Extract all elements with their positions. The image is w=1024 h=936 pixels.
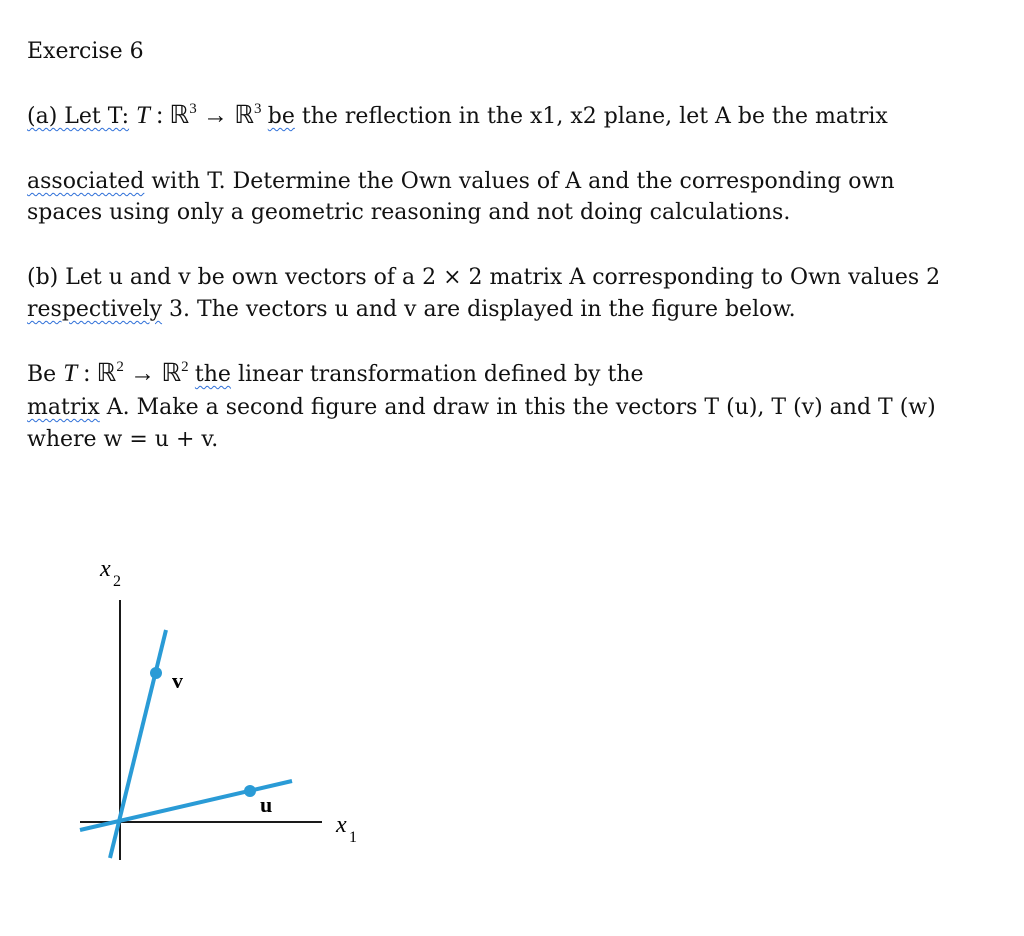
word-the: the [194,362,231,387]
part-a-line-1 [27,102,888,131]
u-point [244,785,256,797]
part-b-line-4 [27,394,936,422]
word-associated: associated [27,169,145,194]
part-b-line-5: where w = u + v. [27,427,219,452]
part-b-line-1: (b) Let u and v be own vectors of a 2 × 2 matrix A corresponding to Own values 2 [27,265,941,290]
formula-domain-exp: 3 [189,101,197,117]
formula-codomain-exp: 2 [181,359,189,375]
exercise-title: Exercise 6 [27,39,144,64]
part-b-line-3 [27,360,644,389]
part-a-prefix: (a) Let T: [27,104,130,129]
formula-codomain: ℝ [234,102,255,129]
v-line [110,630,166,858]
x2-axis-sub: 2 [113,573,121,590]
formula-arrow: → [196,102,235,129]
word-be: be [267,104,295,129]
x1-axis-sub: 1 [349,829,357,846]
part-a-formula [136,102,268,129]
part-b-line-2-rest: 3. The vectors u and v are displayed in the figure below. [162,297,796,322]
formula-arrow: → [123,360,162,387]
formula-colon: : [77,360,97,387]
v-label: v [172,668,183,693]
part-a-line-1-rest: the reflection in the x1, x2 plane, let A be the matrix [294,104,888,129]
part-a-line-2-rest: with T. Determine the Own values of A and the corresponding own [144,169,895,194]
formula-t: T [63,360,78,387]
part-b-be: Be [27,362,57,387]
u-label: u [260,792,273,817]
formula-domain: ℝ [96,360,117,387]
formula-domain: ℝ [169,102,190,129]
x2-axis-label: x [100,556,111,582]
part-a-line-2 [27,168,895,196]
formula-codomain-exp: 3 [254,101,262,117]
vector-figure [60,540,380,870]
x1-axis-label: x [336,812,347,838]
part-b-line-2 [27,296,796,324]
part-b-line-4-rest: A. Make a second figure and draw in this the vectors T (u), T (v) and T (w) [99,395,936,420]
word-respectively: respectively [27,297,163,322]
v-point [150,667,162,679]
word-matrix: matrix [27,395,100,420]
formula-t: T [136,102,150,129]
formula-colon: : [149,102,170,129]
formula-domain-exp: 2 [116,359,124,375]
formula-codomain: ℝ [161,360,182,387]
part-b-line-3-rest: linear transformation defined by the [230,362,644,387]
part-b-formula [63,360,195,387]
part-a-line-3: spaces using only a geometric reasoning and not doing calculations. [27,200,791,225]
